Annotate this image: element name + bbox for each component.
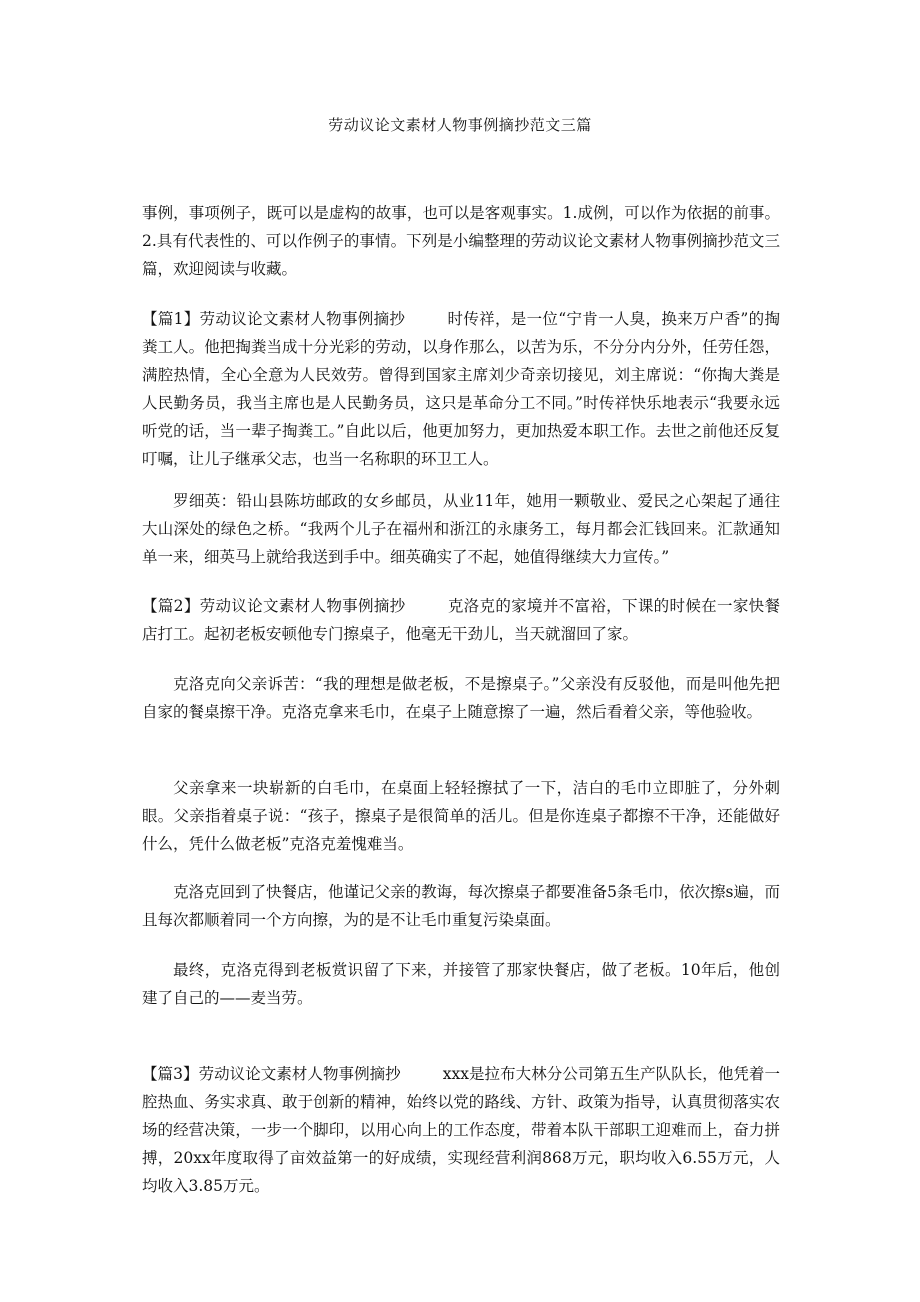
document-title: 劳动议论文素材人物事例摘抄范文三篇 <box>328 116 592 134</box>
section-3-text: xxx是拉布大林分公司第五生产队队长，他凭着一腔热血、务实求真、敢于创新的精神，始终以党的路线、方针、政策为指导，认真贯彻落实农场的经营决策，一步一个脚印，以用心向上的工作态度，带着本队干部职工迎难而上，奋力拼搏，20xx年度取得了亩效益第一的好成绩，实现经营利润868万元，职均收入6.55万元，人均收入3.85万元。 <box>142 1065 780 1195</box>
section-2-text: 克洛克的家境并不富裕，下课的时候在一家快餐店打工。起初老板安顿他专门擦桌子，他毫无干劲儿，当天就溜回了家。 <box>142 597 780 643</box>
section-3-paragraph <box>142 1060 780 1200</box>
father-towel-paragraph: 父亲拿来一块崭新的白毛巾，在桌面上轻轻擦拭了一下，洁白的毛巾立即脏了，分外刺眼。父亲指着桌子说：“孩子，擦桌子是很简单的活儿。但是你连桌子都擦不干净，还能做好什么，凭什么做老板”克洛克羞愧难当。 <box>142 779 780 853</box>
intro-paragraph: 事例，事项例子，既可以是虚构的故事，也可以是客观事实。1.成例，可以作为依据的前事。2.具有代表性的、可以作例子的事情。下列是小编整理的劳动议论文素材人物事例摘抄范文三篇，欢迎阅读与收藏。 <box>142 204 780 278</box>
kroc-final-paragraph: 最终，克洛克得到老板赏识留了下来，并接管了那家快餐店，做了老板。10年后，他创建了自己的——麦当劳。 <box>142 961 780 1007</box>
section-1-text: 时传祥，是一位“宁肯一人臭，换来万户香”的掏粪工人。他把掏粪当成十分光彩的劳动，以身作那么，以苦为乐，不分分内分外，任劳任怨，满腔热情，全心全意为人民效劳。曾得到国家主席刘少奇亲切接见，刘主席说：“你掏大粪是人民勤务员，我当主席也是人民勤务员，这只是革命分工不同。”时传祥快乐地表示“我要永远听党的话，当一辈子掏粪工。”自此以后，他更加努力，更加热爱本职工作。去世之前他还反复叮嘱，让儿子继承父志，也当一名称职的环卫工人。 <box>142 310 780 468</box>
luo-xiying-paragraph: 罗细英：铅山县陈坊邮政的女乡邮员，从业11年，她用一颗敬业、爱民之心架起了通往大山深处的绿色之桥。“我两个儿子在福州和浙江的永康务工，每月都会汇钱回来。汇款通知单一来，细英马上就给我送到手中。细英确实了不起，她值得继续大力宣传。” <box>142 492 780 566</box>
section-2-paragraph <box>142 592 780 648</box>
section-1-heading: 【篇1】劳动议论文素材人物事例摘抄 <box>142 310 406 328</box>
kroc-return-paragraph: 克洛克回到了快餐店，他谨记父亲的教诲，每次擦桌子都要准备5条毛巾，依次擦s遍，而且每次都顺着同一个方向擦，为的是不让毛巾重复污染桌面。 <box>142 883 780 929</box>
section-3-heading: 【篇3】劳动议论文素材人物事例摘抄 <box>142 1065 401 1083</box>
kroc-complain-paragraph: 克洛克向父亲诉苦：“我的理想是做老板，不是擦桌子。”父亲没有反驳他，而是叫他先把自家的餐桌擦干净。克洛克拿来毛巾，在桌子上随意擦了一遍，然后看着父亲，等他验收。 <box>142 675 780 721</box>
section-1-paragraph <box>142 305 780 473</box>
section-2-heading: 【篇2】劳动议论文素材人物事例摘抄 <box>142 597 406 615</box>
